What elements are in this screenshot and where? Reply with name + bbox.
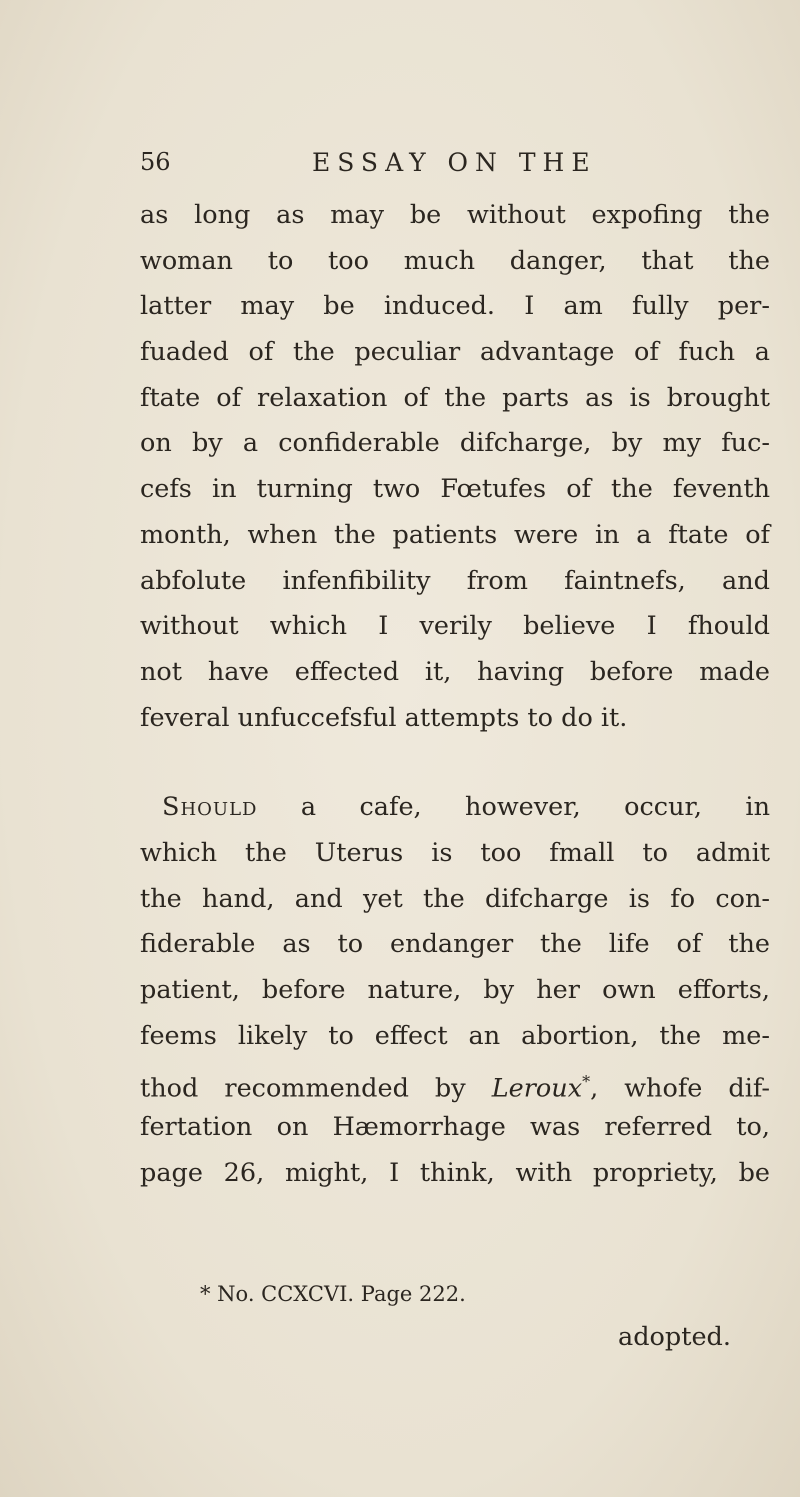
text-line bbox=[140, 1059, 770, 1105]
text-line: on by a confiderable difcharge, by my fuc- bbox=[140, 428, 770, 459]
body-text bbox=[140, 193, 770, 1196]
page-number: 56 bbox=[140, 148, 171, 176]
text-line: without which I verily believe I fhould bbox=[140, 611, 770, 642]
text-line: the hand, and yet the difcharge is fo con- bbox=[140, 883, 770, 914]
text-line: page 26, might, I think, with propriety, be bbox=[140, 1157, 770, 1188]
text-line: cefs in turning two Fœtufes of the feventh bbox=[140, 474, 770, 505]
text-line: ftate of relaxation of the parts as is brought bbox=[140, 382, 770, 413]
paragraph-1 bbox=[140, 193, 770, 741]
text-line: which the Uterus is too fmall to admit bbox=[140, 837, 770, 868]
text-line: patient, before nature, by her own efforts, bbox=[140, 975, 770, 1005]
paragraph-gap bbox=[140, 741, 770, 785]
text-line: fertation on Hæmorrhage was referred to, bbox=[140, 1112, 770, 1143]
catchword: adopted. bbox=[618, 1322, 731, 1352]
text-line: not have effected it, having before made bbox=[140, 656, 770, 687]
paragraph-2 bbox=[140, 785, 770, 1196]
line-rest: a cafe, however, occur, in bbox=[257, 792, 770, 823]
author-name: Leroux bbox=[491, 1073, 583, 1104]
text-line: feveral unfuccefsful attempts to do it. bbox=[140, 702, 628, 733]
text-line: woman to too much danger, that the bbox=[140, 245, 770, 276]
lead-word: Should bbox=[162, 792, 258, 823]
text-line: feems likely to effect an abortion, the me- bbox=[140, 1020, 770, 1051]
text-line bbox=[140, 785, 770, 831]
running-title: ESSAY ON THE bbox=[312, 148, 597, 177]
text-line: fuaded of the peculiar advantage of fuch a bbox=[140, 337, 770, 368]
line-start: thod recommended by bbox=[140, 1073, 492, 1104]
text-line: abfolute infenfibility from faintnefs, and bbox=[140, 565, 770, 596]
text-line: as long as may be without expofing the bbox=[140, 200, 770, 230]
text-line: month, when the patients were in a ftate of bbox=[140, 519, 770, 550]
line-end: , whofe dif- bbox=[590, 1073, 771, 1104]
text-line: fiderable as to endanger the life of the bbox=[140, 929, 770, 960]
footnote-reference: * bbox=[582, 1072, 591, 1092]
page-header bbox=[140, 148, 660, 188]
text-line: latter may be induced. I am fully per- bbox=[140, 291, 770, 322]
footnote: * No. CCXCVI. Page 222. bbox=[200, 1282, 466, 1306]
